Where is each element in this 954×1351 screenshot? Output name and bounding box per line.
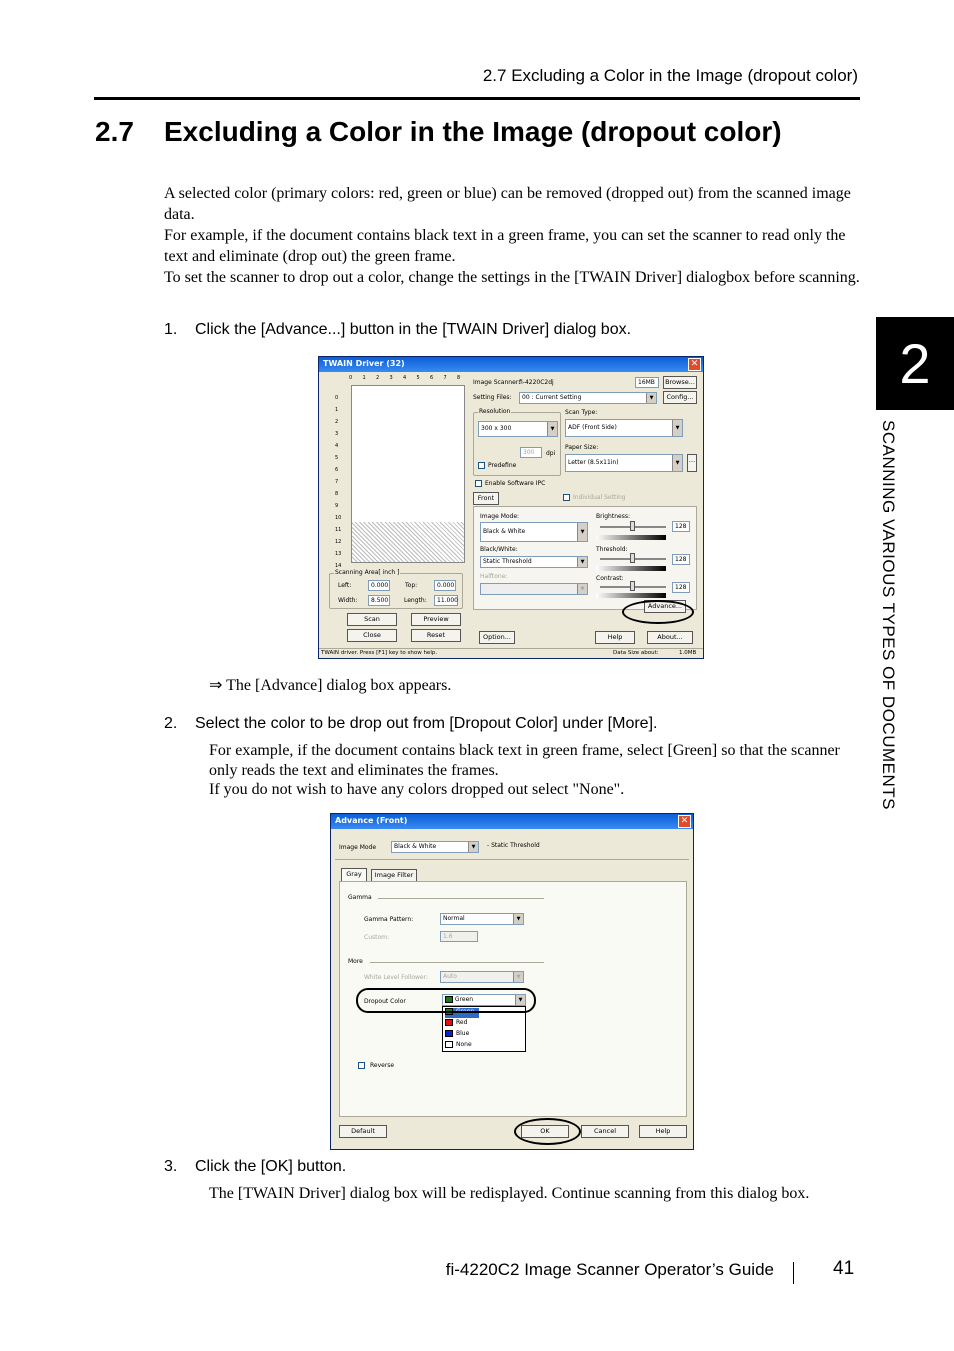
scanning-area-group: Scanning Area[ inch ] Left: 0.000 Top: 0.000 Width: 8.500 Length: 11.000 (329, 573, 463, 609)
chevron-down-icon: ▼ (577, 584, 587, 594)
ruler-top-label: 4 (403, 375, 407, 381)
enable-ipc-checkbox[interactable] (475, 480, 482, 487)
white-level-select[interactable]: Auto ▼ (440, 971, 524, 983)
step-3: 3. Click the [OK] button. (164, 1158, 347, 1175)
chevron-down-icon: ▼ (468, 842, 478, 852)
chevron-down-icon: ▼ (513, 972, 523, 982)
dropout-option-label: None (456, 1041, 472, 1048)
intro-paragraph-2: For example, if the document contains black text in a green frame, you can set the scanner to read only the text and eliminate (drop out) the green frame. (164, 227, 846, 265)
dropout-option[interactable] (445, 1030, 469, 1040)
ruler-top-label: 7 (443, 375, 447, 381)
gamma-rule (378, 898, 544, 899)
advance-button[interactable]: Advance... (644, 600, 686, 613)
gamma-pattern-select[interactable]: Normal ▼ (440, 913, 524, 925)
chevron-down-icon: ▼ (672, 455, 682, 471)
color-swatch (445, 1030, 453, 1037)
ruler-left-label: 5 (335, 455, 339, 461)
chevron-down-icon: ▼ (646, 393, 656, 403)
ruler-left-label: 7 (335, 479, 339, 485)
footer-guide-title: fi-4220C2 Image Scanner Operator’s Guide (445, 1260, 774, 1279)
halftone-select[interactable] (480, 583, 588, 595)
threshold-gradient (596, 566, 666, 571)
about-button[interactable]: About... (647, 631, 693, 644)
ruler-top-label: 1 (362, 375, 366, 381)
setting-files-select[interactable]: 00 : Current Setting ▼ (519, 392, 657, 404)
contrast-value[interactable]: 128 (672, 582, 690, 593)
chapter-tab: 2 (876, 317, 954, 410)
ok-button[interactable]: OK (521, 1125, 569, 1138)
chevron-down-icon: ▼ (577, 557, 587, 567)
brightness-thumb[interactable] (630, 521, 635, 531)
color-swatch (445, 1041, 453, 1048)
intro-paragraph-3: To set the scanner to drop out a color, change the settings in the [TWAIN Driver] dialogbox before scanning. (164, 269, 860, 286)
divider (335, 859, 689, 860)
ruler-left-label: 8 (335, 491, 339, 497)
width-field[interactable]: 8.500 (368, 595, 390, 606)
individual-setting-checkbox[interactable] (563, 494, 570, 501)
advance-titlebar: Advance (Front) ✕ (331, 814, 693, 829)
browse-button[interactable]: Browse... (663, 376, 697, 389)
ruler-top-label: 3 (389, 375, 393, 381)
running-header: 2.7 Excluding a Color in the Image (dropout color) (482, 66, 858, 85)
gray-tab-panel: Gamma Gamma Pattern: Normal ▼ Custom: 1.6 More White Level Follower: Auto ▼ Dropout Color Green ▼ Green Red Blue None Reverse (339, 881, 687, 1117)
option-button[interactable]: Option... (479, 631, 515, 644)
chevron-down-icon: ▼ (577, 523, 587, 541)
config-button[interactable]: Config... (663, 391, 697, 404)
ruler-left-label: 1 (335, 407, 339, 413)
contrast-gradient (596, 593, 666, 598)
length-field[interactable]: 11.000 (434, 595, 458, 606)
brightness-gradient (596, 535, 666, 540)
front-tab-panel: Image Mode: Black & White ▼ Black/White: Static Threshold ▼ Halftone: ▼ Brightness: 128 Threshold: 128 Contrast: 128 Advance... (473, 506, 697, 610)
threshold-value[interactable]: 128 (672, 554, 690, 565)
section-title (95, 116, 782, 148)
ruler-top-label: 8 (457, 375, 461, 381)
ruler-left-label: 3 (335, 431, 339, 437)
page-number: 41 (833, 1258, 855, 1279)
step-1: 1. Click the [Advance...] button in the [TWAIN Driver] dialog box. (164, 321, 632, 338)
advance-dialog: Advance (Front) ✕ Image Mode Black & White ▼ - Static Threshold Gray Image Filter Gamma Gamma Pattern: Normal ▼ Custom: 1.6 More White Level Follower: Auto ▼ Dropout Color Green ▼ Green Red Blue None Reverse Default OK Cancel Help (330, 813, 694, 1150)
chevron-down-icon: ▼ (513, 914, 523, 924)
ruler-top-label: 2 (376, 375, 380, 381)
custom-spinner[interactable]: 1.6 (440, 931, 478, 942)
chevron-down-icon: ▼ (672, 420, 682, 436)
contrast-thumb[interactable] (630, 581, 635, 591)
section-number: 2.7 (95, 116, 134, 147)
image-mode-select[interactable]: Black & White ▼ (480, 522, 588, 542)
help-button[interactable]: Help (639, 1125, 687, 1138)
preview-page (351, 385, 465, 563)
intro-paragraph-1: A selected color (primary colors: red, green or blue) can be removed (dropped out) from the scanned image data. (164, 185, 851, 223)
close-button[interactable]: Close (347, 629, 397, 642)
ruler-left-label: 11 (335, 527, 342, 533)
ruler-left-label: 6 (335, 467, 339, 473)
adv-image-mode-select[interactable]: Black & White ▼ (391, 841, 479, 853)
predefine-checkbox[interactable] (478, 462, 485, 469)
dropout-option[interactable] (445, 1041, 472, 1051)
help-button[interactable]: Help (595, 631, 635, 644)
memory-value: 16MB (635, 377, 659, 388)
scan-type-select[interactable]: ADF (Front Side) ▼ (565, 419, 683, 437)
scan-button[interactable]: Scan (347, 613, 397, 626)
default-button[interactable]: Default (339, 1125, 387, 1138)
ruler-left-label: 4 (335, 443, 339, 449)
ruler-left-label: 12 (335, 539, 342, 545)
step-1-result: ⇒ The [Advance] dialog box appears. (209, 677, 452, 694)
tab-gray[interactable]: Gray (341, 868, 367, 881)
tab-front[interactable]: Front (473, 492, 499, 505)
ruler-left-label: 9 (335, 503, 339, 509)
twain-titlebar: TWAIN Driver (32) ✕ (319, 357, 703, 372)
dropout-option-label: Red (456, 1019, 468, 1026)
step-2: 2. Select the color to be drop out from [Dropout Color] under [More]. (164, 715, 658, 732)
dropout-color-select[interactable]: Green ▼ (442, 994, 526, 1006)
brightness-value[interactable]: 128 (672, 521, 690, 532)
ruler-left-label: 13 (335, 551, 342, 557)
ruler-top-label: 0 (349, 375, 353, 381)
reverse-checkbox[interactable] (358, 1062, 365, 1069)
footer-divider (793, 1262, 794, 1284)
tab-image-filter[interactable]: Image Filter (371, 869, 417, 882)
reset-button[interactable]: Reset (411, 629, 461, 642)
ruler-left-label: 14 (335, 563, 342, 569)
chevron-down-icon: ▼ (547, 422, 557, 436)
dropout-option-label: Blue (456, 1030, 470, 1037)
top-field[interactable]: 0.000 (434, 580, 456, 591)
dropout-option[interactable] (445, 1019, 467, 1029)
chapter-side-title: SCANNING VARIOUS TYPES OF DOCUMENTS (879, 420, 898, 810)
color-swatch (445, 1019, 453, 1026)
close-icon[interactable]: ✕ (688, 358, 701, 371)
left-field[interactable]: 0.000 (368, 580, 390, 591)
twain-driver-dialog: TWAIN Driver (32) ✕ 0 1 2 3 4 5 6 7 8 0 1 2 3 4 5 6 7 8 9 10 11 12 13 14 Scanning Area[ inch ] Left: 0.000 Top: 0.000 Width: 8.500 Length: 11.000 Scan Preview Close Reset Image Scanner: fi-4220C2dj 16MB Browse... Setting Files: 00 : Current Setting ▼ Config... Resolution 300 x 300 ▼ Predefine 300 dpi Scan Type: ADF (Front Side) ▼ Paper Size: Letter (8.5x11in) ▼ … Enable Software IPC Front Individual Setting Image Mode: Black & White ▼ Black/White: Static Threshold ▼ Halftone: ▼ Brightness: 128 Threshold: 128 Contrast: 128 Advance... Option... Help About... TWAIN driver. Press [F1] key to show help. Data Size about: 1.0MB (318, 356, 704, 659)
dropout-option-label: Green (456, 1008, 475, 1015)
ruler-top-label: 6 (430, 375, 434, 381)
more-rule (370, 962, 544, 963)
section-title-text: Excluding a Color in the Image (dropout color) (164, 116, 782, 147)
ruler-left-label: 0 (335, 395, 339, 401)
black-white-select[interactable]: Static Threshold ▼ (480, 556, 588, 568)
ruler-left-label: 2 (335, 419, 339, 425)
status-bar: TWAIN driver. Press [F1] key to show help. Data Size about: 1.0MB (319, 648, 703, 658)
chevron-down-icon: ▼ (515, 995, 525, 1005)
advance-highlight-oval (622, 600, 694, 624)
ok-highlight-oval (514, 1118, 581, 1145)
step-2-detail-1: For example, if the document contains black text in green frame, select [Green] so that the scanner only reads the text and eliminates the frames. (209, 742, 840, 779)
ruler-left-label: 10 (335, 515, 342, 521)
ruler-top-label: 5 (416, 375, 420, 381)
cancel-button[interactable]: Cancel (581, 1125, 629, 1138)
image-scanner-value: fi-4220C2dj (519, 379, 554, 386)
header-rule (94, 97, 860, 100)
paper-size-select[interactable]: Letter (8.5x11in) ▼ (565, 454, 683, 472)
step-2-detail-2: If you do not wish to have any colors dropped out select "None". (209, 781, 625, 798)
resolution-group: Resolution 300 x 300 ▼ Predefine 300 dpi (473, 412, 561, 476)
paper-size-more-button[interactable]: … (687, 454, 697, 472)
close-icon[interactable]: ✕ (678, 815, 691, 828)
dropout-highlight-oval (356, 988, 536, 1013)
threshold-thumb[interactable] (630, 553, 635, 563)
dpi-field[interactable]: 300 (520, 447, 542, 458)
resolution-select[interactable]: 300 x 300 ▼ (478, 421, 558, 437)
step-3-detail: The [TWAIN Driver] dialog box will be redisplayed. Continue scanning from this dialog box. (209, 1185, 810, 1202)
preview-hatch (352, 522, 464, 562)
preview-button[interactable]: Preview (411, 613, 461, 626)
